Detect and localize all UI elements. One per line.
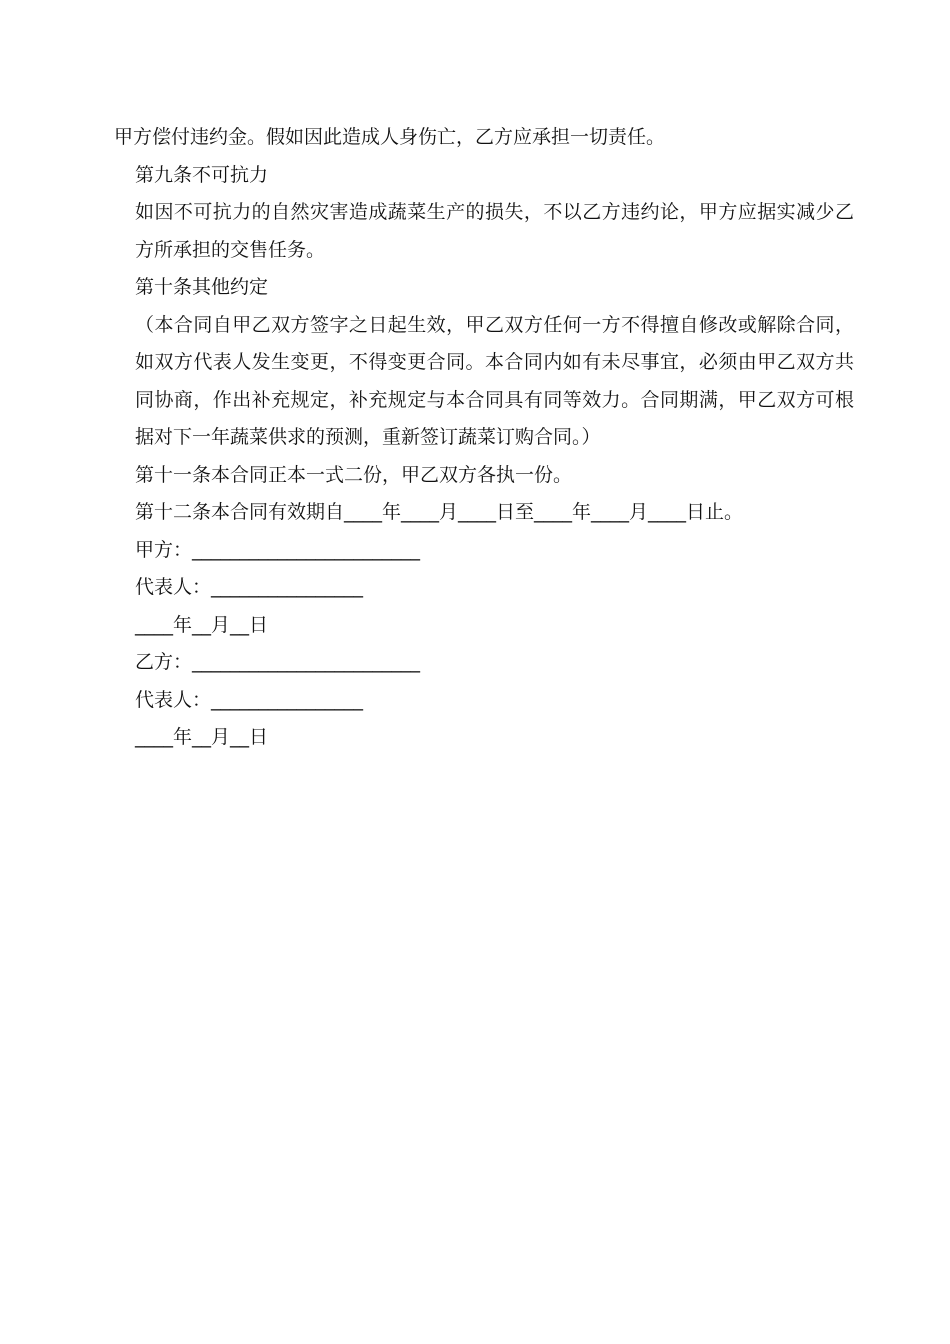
party-a-field: 甲方：________________________ [135,538,421,561]
party-b-representative-field: 代表人：________________ [135,688,364,711]
party-b-date-field: ____年__月__日 [135,726,269,748]
party-a-date-field: ____年__月__日 [135,613,269,636]
article10-body: （本合同自甲乙双方签字之日起生效，甲乙双方任何一方不得擅自修改或解除合同，如双方代表人发生变更，不得变更合同。本合同内如有未尽事宜，必须由甲乙双方共同协商，作出补充规定，补充规定与本合同具有同等效力。合同期满，甲乙双方可根据对下一年蔬菜供求的预测，重新签订蔬菜订购合同。） [135,313,854,448]
article11-text: 第十一条本合同正本一式二份，甲乙双方各执一份。 [135,463,573,486]
article10-heading: 第十条其他约定 [135,276,269,298]
paragraph-continuation: 甲方偿付违约金。假如因此造成人身伤亡，乙方应承担一切责任。 [114,126,666,148]
party-a-representative-field: 代表人：________________ [135,576,364,598]
article9-body: 如因不可抗力的自然灾害造成蔬菜生产的损失，不以乙方违约论，甲方应据实减少乙方所承担的交售任务。 [135,201,854,261]
article9-heading: 第九条不可抗力 [135,163,269,186]
party-b-field: 乙方：________________________ [135,651,421,673]
article12-text: 第十二条本合同有效期自____年____月____日至____年____月____日止。 [135,501,744,523]
document-body [114,119,854,757]
